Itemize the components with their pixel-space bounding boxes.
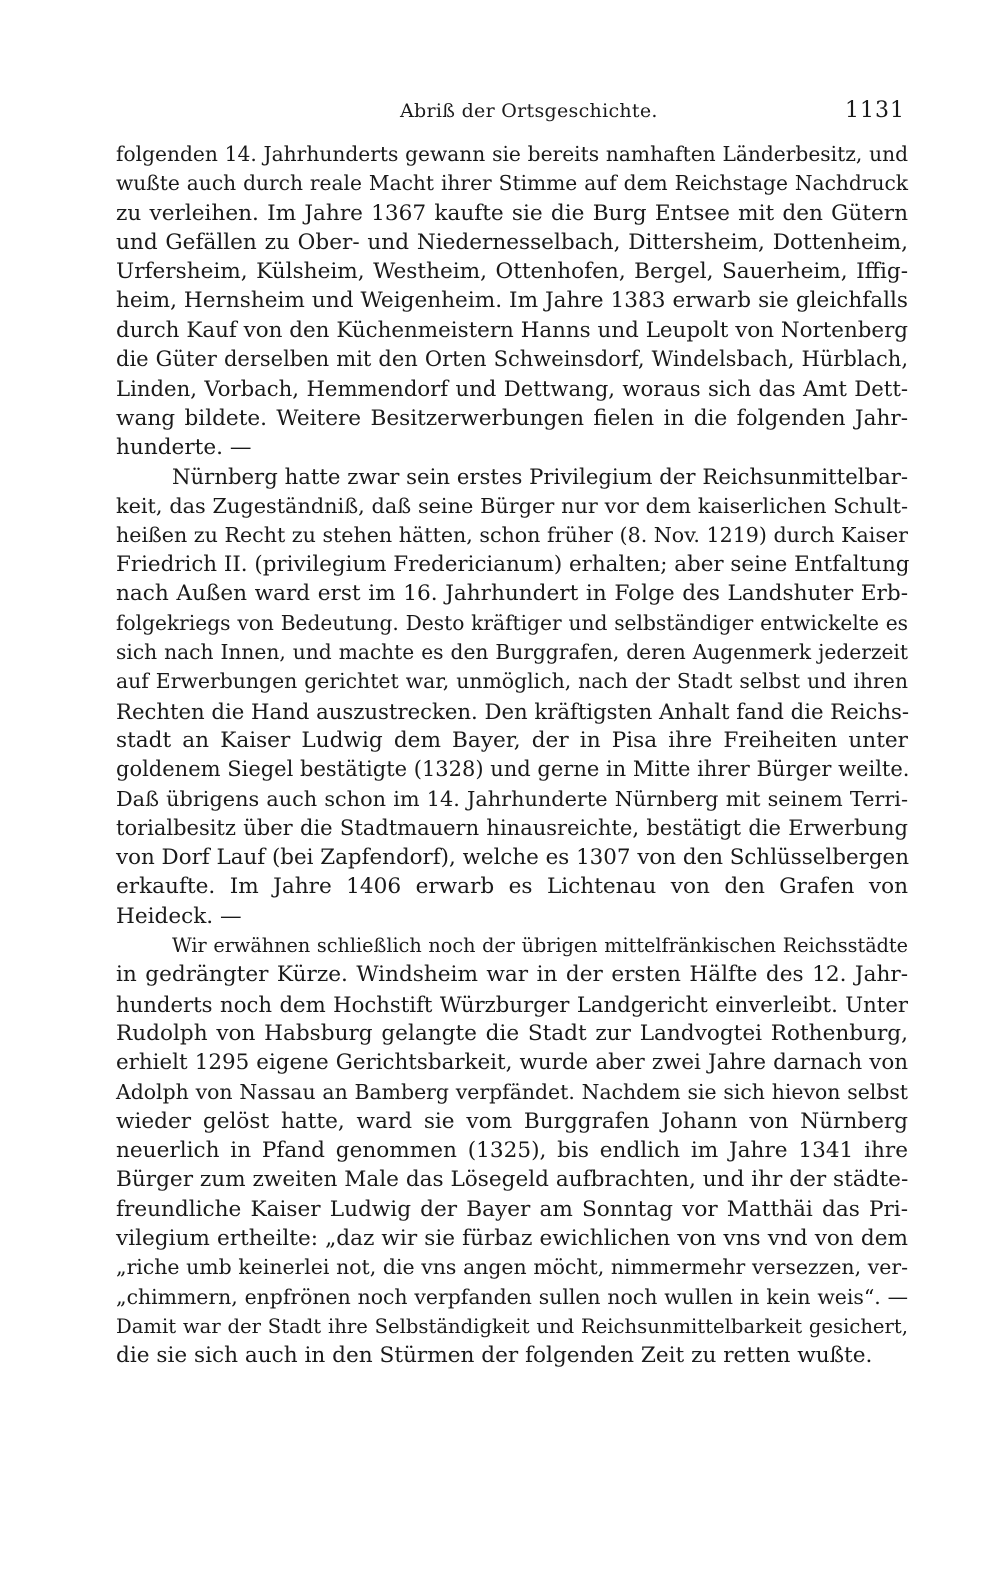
body-text bbox=[116, 140, 908, 1370]
text-line: sich nach Innen, und machte es den Burggrafen, deren Augenmerk jederzeit bbox=[116, 640, 908, 665]
text-line: erhielt 1295 eigene Gerichtsbarkeit, wurde aber zwei Jahre darnach von bbox=[116, 1050, 908, 1076]
paragraph-3 bbox=[116, 931, 908, 1370]
text-line: Wir erwähnen schließlich noch der übrigen mittelfränkischen Reichsstädte bbox=[172, 934, 908, 958]
text-line: neuerlich in Pfand genommen (1325), bis endlich im Jahre 1341 ihre bbox=[116, 1138, 908, 1164]
text-line: Friedrich II. (privilegium Fredericianum) erhalten; aber seine Entfaltung bbox=[116, 552, 910, 578]
text-line: stadt an Kaiser Ludwig dem Bayer, der in Pisa ihre Freiheiten unter bbox=[116, 727, 908, 753]
text-line: Rechten die Hand auszustrecken. Den kräftigsten Anhalt fand die Reichs- bbox=[116, 698, 910, 724]
text-line: freundliche Kaiser Ludwig der Bayer am Sonntag vor Matthäi das Pri- bbox=[116, 1196, 908, 1222]
text-line: Urfersheim, Külsheim, Westheim, Ottenhofen, Bergel, Sauerheim, Iffig- bbox=[116, 259, 908, 285]
text-line: in gedrängter Kürze. Windsheim war in der ersten Hälfte des 12. Jahr- bbox=[116, 962, 908, 988]
text-line: und Gefällen zu Ober- und Niedernesselbach, Dittersheim, Dottenheim, bbox=[116, 229, 908, 255]
text-line: Damit war der Stadt ihre Selbständigkeit und Reichsunmittelbarkeit gesichert, bbox=[116, 1314, 908, 1338]
text-line: Nürnberg hatte zwar sein erstes Privilegium der Reichsunmittelbar- bbox=[172, 464, 908, 490]
text-line: wieder gelöst hatte, ward sie vom Burggrafen Johann von Nürnberg bbox=[116, 1108, 908, 1134]
text-line: Heideck. — bbox=[116, 903, 242, 929]
text-line: hunderts noch dem Hochstift Würzburger Landgericht einverleibt. Unter bbox=[116, 991, 908, 1017]
text-line: wußte auch durch reale Macht ihrer Stimme auf dem Reichstage Nachdruck bbox=[116, 171, 908, 196]
text-line: nach Außen ward erst im 16. Jahrhundert in Folge des Landshuter Erb- bbox=[116, 581, 908, 607]
text-line: keit, das Zugeständniß, daß seine Bürger nur vor dem kaiserlichen Schult- bbox=[116, 493, 908, 518]
text-line: „chimmern, enpfrönen noch verpfanden sullen noch wullen in kein weis“. — bbox=[116, 1284, 908, 1309]
text-line: torialbesitz über die Stadtmauern hinausreichte, bestätigt die Erwerbung bbox=[116, 815, 908, 840]
text-line: auf Erwerbungen gerichtet war, unmöglich, nach der Stadt selbst und ihren bbox=[116, 669, 908, 694]
text-line: von Dorf Lauf (bei Zapfendorf), welche es 1307 von den Schlüsselbergen bbox=[116, 845, 909, 871]
text-line: wang bildete. Weitere Besitzerwerbungen fielen in die folgenden Jahr- bbox=[116, 405, 908, 431]
text-line: Adolph von Nassau an Bamberg verpfändet. Nachdem sie sich hievon selbst bbox=[116, 1079, 908, 1104]
page-number: 1131 bbox=[845, 98, 905, 123]
text-line: folgekriegs von Bedeutung. Desto kräftiger und selbständiger entwickelte es bbox=[116, 610, 908, 635]
text-line: die sie sich auch in den Stürmen der folgenden Zeit zu retten wußte. bbox=[116, 1343, 873, 1369]
text-line: hunderte. — bbox=[116, 434, 252, 460]
text-line: Rudolph von Habsburg gelangte die Stadt zur Landvogtei Rothenburg, bbox=[116, 1020, 908, 1046]
paragraph-2 bbox=[116, 462, 908, 931]
text-line: durch Kauf von den Küchenmeistern Hanns und Leupolt von Nortenberg bbox=[116, 317, 908, 343]
text-line: Linden, Vorbach, Hemmendorf und Dettwang, woraus sich das Amt Dett- bbox=[116, 376, 908, 402]
text-line: goldenem Siegel bestätigte (1328) und gerne in Mitte ihrer Bürger weilte. bbox=[116, 757, 910, 782]
text-line: Bürger zum zweiten Male das Lösegeld aufbrachten, und ihr der städte- bbox=[116, 1167, 909, 1193]
text-line: die Güter derselben mit den Orten Schweinsdorf, Windelsbach, Hürblach, bbox=[116, 347, 908, 372]
text-line: vilegium ertheilte: „daz wir sie fürbaz ewichlichen von vns vnd von dem bbox=[116, 1225, 908, 1251]
text-line: zu verleihen. Im Jahre 1367 kaufte sie die Burg Entsee mit den Gütern bbox=[116, 200, 908, 226]
paragraph-1 bbox=[116, 140, 908, 462]
running-title: Abriß der Ortsgeschichte. bbox=[400, 100, 658, 122]
text-line: folgenden 14. Jahrhunderts gewann sie bereits namhaften Länderbesitz, und bbox=[116, 142, 908, 166]
text-line: heim, Hernsheim und Weigenheim. Im Jahre 1383 erwarb sie gleichfalls bbox=[116, 288, 908, 314]
text-line: Daß übrigens auch schon im 14. Jahrhunderte Nürnberg mit seinem Terri- bbox=[116, 786, 908, 811]
text-line: erkaufte. Im Jahre 1406 erwarb es Lichtenau von den Grafen von bbox=[116, 874, 908, 900]
text-line: heißen zu Recht zu stehen hätten, schon früher (8. Nov. 1219) durch Kaiser bbox=[116, 522, 908, 547]
text-line: „riche umb keinerlei not, die vns angen möcht, nimmermehr versezzen, ver- bbox=[116, 1255, 908, 1280]
